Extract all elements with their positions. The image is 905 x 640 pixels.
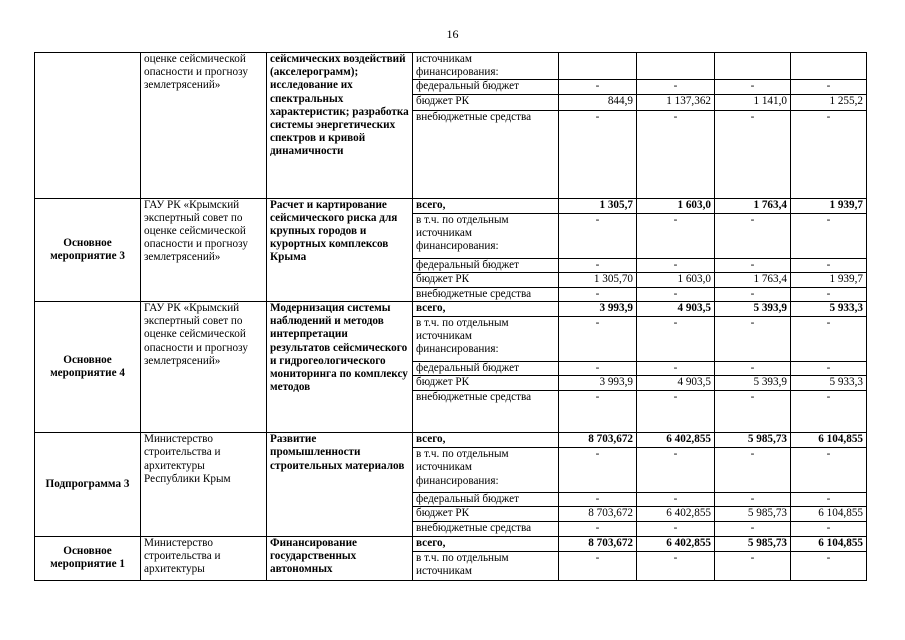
executor-cell: ГАУ РК «Крымский экспертный совет по оценке сейсмической опасности и прогнозу землетрясений»: [141, 198, 267, 301]
value-cell: 6 402,855: [637, 536, 715, 551]
value-cell: -: [715, 493, 791, 507]
value-cell: -: [559, 391, 637, 433]
measure-name-cell: Развитие промышленности строительных материалов: [267, 433, 413, 536]
value-cell: -: [791, 213, 867, 258]
value-cell: 6 104,855: [791, 433, 867, 448]
value-cell: -: [637, 391, 715, 433]
value-cell: 1 305,70: [559, 272, 637, 287]
value-cell: -: [559, 362, 637, 376]
value-cell: -: [559, 258, 637, 272]
value-cell: -: [791, 80, 867, 94]
value-cell: -: [559, 448, 637, 493]
value-cell: 8 703,672: [559, 507, 637, 522]
value-cell: -: [559, 287, 637, 301]
value-cell: -: [791, 551, 867, 580]
value-cell: 1 763,4: [715, 272, 791, 287]
source-label: внебюджетные средства: [413, 110, 559, 198]
measure-cell: [35, 53, 141, 199]
value-cell: [559, 53, 637, 80]
value-cell: 6 104,855: [791, 536, 867, 551]
source-label: бюджет РК: [413, 272, 559, 287]
budget-table: [34, 52, 867, 581]
value-cell: -: [791, 522, 867, 536]
value-cell: 1 939,7: [791, 198, 867, 213]
value-cell: -: [559, 551, 637, 580]
measure-cell: Основное мероприятие 1: [35, 536, 141, 580]
source-label: в т.ч. по отдельным источникам финансирования:: [413, 448, 559, 493]
value-cell: 1 763,4: [715, 198, 791, 213]
value-cell: 5 393,9: [715, 376, 791, 391]
value-cell: 1 305,7: [559, 198, 637, 213]
source-label: федеральный бюджет: [413, 493, 559, 507]
source-label: источникам финансирования:: [413, 53, 559, 80]
source-label: федеральный бюджет: [413, 80, 559, 94]
value-cell: -: [791, 317, 867, 362]
measure-cell: Основное мероприятие 4: [35, 302, 141, 433]
page-number: 16: [446, 27, 459, 41]
value-cell: -: [637, 551, 715, 580]
source-label: в т.ч. по отдельным источникам финансирования:: [413, 213, 559, 258]
value-cell: -: [791, 287, 867, 301]
value-cell: -: [715, 522, 791, 536]
value-cell: [637, 53, 715, 80]
value-cell: 1 603,0: [637, 198, 715, 213]
value-cell: -: [715, 551, 791, 580]
executor-cell: Министерство строительства и архитектуры: [141, 536, 267, 580]
value-cell: 5 393,9: [715, 302, 791, 317]
value-cell: -: [559, 317, 637, 362]
value-cell: 1 939,7: [791, 272, 867, 287]
value-cell: -: [559, 522, 637, 536]
value-cell: -: [559, 110, 637, 198]
executor-cell: ГАУ РК «Крымский экспертный совет по оценке сейсмической опасности и прогнозу землетрясений»: [141, 302, 267, 433]
value-cell: -: [637, 213, 715, 258]
value-cell: 3 993,9: [559, 376, 637, 391]
value-cell: 6 104,855: [791, 507, 867, 522]
value-cell: 5 985,73: [715, 507, 791, 522]
value-cell: -: [559, 493, 637, 507]
value-cell: 8 703,672: [559, 536, 637, 551]
value-cell: -: [637, 522, 715, 536]
value-cell: -: [715, 287, 791, 301]
value-cell: -: [791, 448, 867, 493]
source-label: бюджет РК: [413, 376, 559, 391]
value-cell: 844,9: [559, 94, 637, 110]
table-row: [35, 302, 867, 317]
value-cell: -: [791, 258, 867, 272]
value-cell: 6 402,855: [637, 433, 715, 448]
source-label: федеральный бюджет: [413, 258, 559, 272]
source-label: внебюджетные средства: [413, 391, 559, 433]
table-row: [35, 53, 867, 80]
value-cell: -: [559, 80, 637, 94]
value-cell: -: [715, 448, 791, 493]
source-label: всего,: [413, 302, 559, 317]
value-cell: 1 255,2: [791, 94, 867, 110]
table-row: [35, 433, 867, 448]
value-cell: -: [715, 110, 791, 198]
value-cell: -: [559, 213, 637, 258]
value-cell: -: [791, 493, 867, 507]
value-cell: -: [637, 258, 715, 272]
value-cell: -: [715, 317, 791, 362]
value-cell: 5 985,73: [715, 433, 791, 448]
value-cell: -: [637, 493, 715, 507]
source-label: всего,: [413, 433, 559, 448]
executor-cell: оценке сейсмической опасности и прогнозу землетрясений»: [141, 53, 267, 199]
subprogram-cell: Подпрограмма 3: [35, 433, 141, 536]
source-label: внебюджетные средства: [413, 287, 559, 301]
value-cell: 5 985,73: [715, 536, 791, 551]
value-cell: 1 141,0: [715, 94, 791, 110]
measure-cell: Основное мероприятие 3: [35, 198, 141, 301]
source-label: бюджет РК: [413, 94, 559, 110]
source-label: федеральный бюджет: [413, 362, 559, 376]
value-cell: 4 903,5: [637, 302, 715, 317]
measure-name-cell: сейсмических воздействий (акселерограмм); исследование их спектральных характеристик; разработка системы энергетических спектров и кривой динамичности: [267, 53, 413, 199]
value-cell: [715, 53, 791, 80]
value-cell: 8 703,672: [559, 433, 637, 448]
source-label: внебюджетные средства: [413, 522, 559, 536]
source-label: в т.ч. по отдельным источникам: [413, 551, 559, 580]
value-cell: 3 993,9: [559, 302, 637, 317]
value-cell: -: [637, 362, 715, 376]
value-cell: -: [791, 391, 867, 433]
table-row: [35, 198, 867, 213]
value-cell: 5 933,3: [791, 376, 867, 391]
value-cell: -: [637, 448, 715, 493]
source-label: в т.ч. по отдельным источникам финансирования:: [413, 317, 559, 362]
value-cell: 5 933,3: [791, 302, 867, 317]
measure-name-cell: Финансирование государственных автономных: [267, 536, 413, 580]
value-cell: 1 603,0: [637, 272, 715, 287]
value-cell: -: [637, 80, 715, 94]
source-label: всего,: [413, 198, 559, 213]
value-cell: -: [715, 362, 791, 376]
value-cell: -: [715, 80, 791, 94]
executor-cell: Министерство строительства и архитектуры Республики Крым: [141, 433, 267, 536]
value-cell: -: [791, 110, 867, 198]
value-cell: [791, 53, 867, 80]
value-cell: -: [637, 317, 715, 362]
measure-name-cell: Расчет и картирование сейсмического риска для крупных городов и курортных комплексов Крыма: [267, 198, 413, 301]
value-cell: -: [715, 213, 791, 258]
value-cell: -: [637, 110, 715, 198]
value-cell: 1 137,362: [637, 94, 715, 110]
value-cell: -: [637, 287, 715, 301]
source-label: всего,: [413, 536, 559, 551]
table-row: [35, 536, 867, 551]
source-label: бюджет РК: [413, 507, 559, 522]
value-cell: -: [715, 391, 791, 433]
value-cell: -: [715, 258, 791, 272]
value-cell: 4 903,5: [637, 376, 715, 391]
measure-name-cell: Модернизация системы наблюдений и методов интерпретации результатов сейсмического и гидрогеологического мониторинга по комплексу методов: [267, 302, 413, 433]
value-cell: -: [791, 362, 867, 376]
value-cell: 6 402,855: [637, 507, 715, 522]
